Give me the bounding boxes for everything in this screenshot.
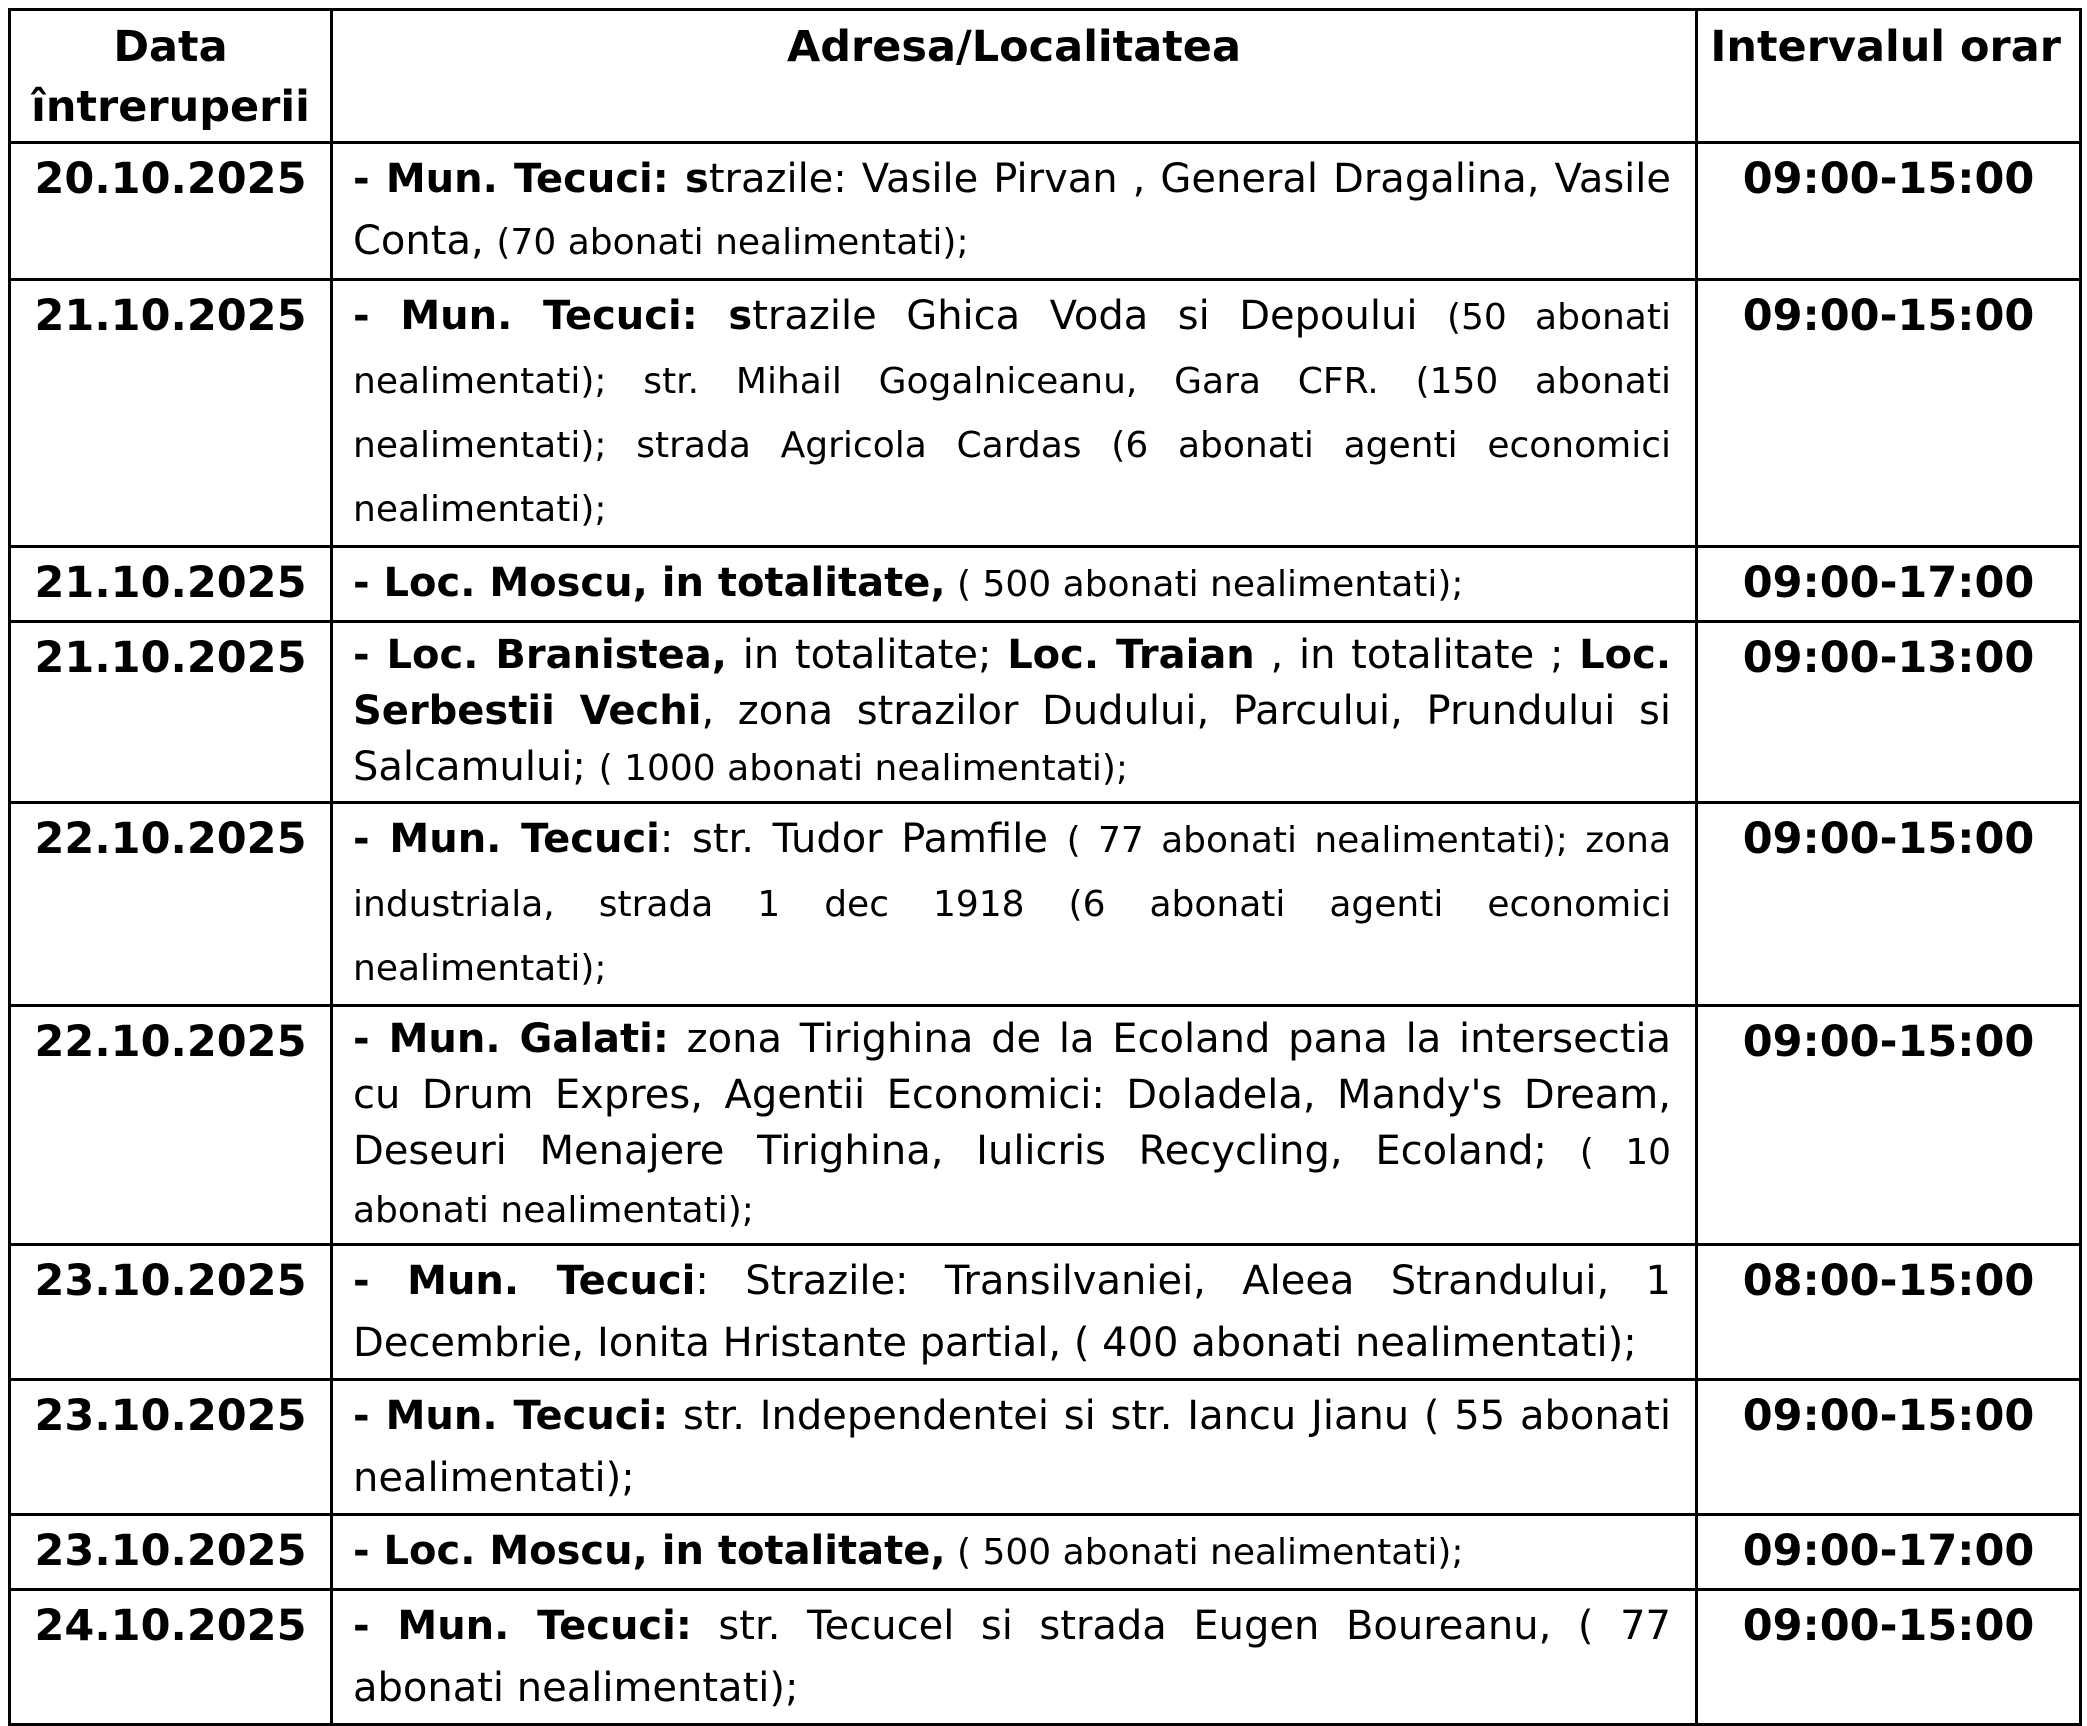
address-detail-text: ( 500 abonati nealimentati);	[945, 1532, 1464, 1573]
address-locality-text: - Mun. Tecuci: s	[353, 156, 709, 202]
row-interval: 09:00-15:00	[1697, 803, 2081, 1006]
row-address	[332, 1380, 1697, 1515]
row-date: 21.10.2025	[10, 622, 332, 803]
header-date-line2: întreruperii	[31, 82, 310, 132]
row-address	[332, 143, 1697, 280]
address-detail-text: trazile Ghica Voda si Depoului	[752, 293, 1447, 339]
address-detail-text: (50 abonati nealimentati); str. Mihail Gogalniceanu, Gara CFR. (150 abonati nealimentati); strada Agricola Cardas (6 abonati agenti economici nealimentati);	[353, 297, 1671, 530]
address-locality-text: Loc. Traian	[1007, 632, 1255, 678]
row-interval: 09:00-17:00	[1697, 547, 2081, 622]
address-detail-text: (70 abonati nealimentati);	[496, 222, 969, 263]
row-interval: 09:00-17:00	[1697, 1515, 2081, 1590]
table-row	[10, 1380, 2081, 1515]
address-detail-text: , zona strazilor Dudului, Parcului, Prundului si Salcamului;	[353, 688, 1672, 790]
address-detail-text: str. Tecucel si strada Eugen Boureanu, ( 77 abonati nealimentati);	[353, 1603, 1671, 1711]
row-date: 23.10.2025	[10, 1515, 332, 1590]
row-date: 21.10.2025	[10, 547, 332, 622]
address-detail-text: : str. Tudor Pamfile	[659, 816, 1067, 862]
row-date: 23.10.2025	[10, 1380, 332, 1515]
row-date: 23.10.2025	[10, 1245, 332, 1380]
row-address	[332, 1590, 1697, 1725]
address-detail-text: ( 77 abonati nealimentati); zona industriala, strada 1 dec 1918 (6 abonati agenti economici nealimentati);	[353, 820, 1672, 989]
table-header-row	[10, 10, 2081, 143]
address-locality-text: - Loc. Branistea,	[353, 632, 727, 678]
table-row	[10, 280, 2081, 547]
header-interval: Intervalul orar	[1697, 10, 2081, 143]
row-address	[332, 1006, 1697, 1245]
row-date: 21.10.2025	[10, 280, 332, 547]
table-row	[10, 1245, 2081, 1380]
row-address	[332, 1245, 1697, 1380]
row-interval: 09:00-15:00	[1697, 1380, 2081, 1515]
row-address	[332, 1515, 1697, 1590]
row-address	[332, 547, 1697, 622]
outage-schedule-table	[8, 8, 2082, 1726]
row-interval: 09:00-15:00	[1697, 280, 2081, 547]
header-date	[10, 10, 332, 143]
address-detail-text: : Strazile: Transilvaniei, Aleea Strandului, 1 Decembrie, Ionita Hristante partial, ( 400 abonati nealimentati);	[353, 1258, 1671, 1366]
address-detail-text: in totalitate;	[727, 632, 1008, 678]
address-locality-text: - Mun. Galati:	[353, 1016, 669, 1062]
address-detail-text: trazile: Vasile Pirvan , General Dragalina, Vasile Conta,	[353, 156, 1671, 264]
address-detail-text: ( 1000 abonati nealimentati);	[598, 748, 1129, 789]
row-date: 22.10.2025	[10, 1006, 332, 1245]
table-row	[10, 622, 2081, 803]
table-row	[10, 1515, 2081, 1590]
address-locality-text: - Mun. Tecuci: s	[353, 293, 753, 339]
address-locality-text: Loc. Serbestii Vechi	[353, 632, 1672, 734]
row-interval: 09:00-15:00	[1697, 143, 2081, 280]
address-locality-text: - Loc. Moscu, in totalitate,	[353, 560, 946, 606]
address-locality-text: - Mun. Tecuci	[353, 816, 660, 862]
address-detail-text: ( 10 abonati nealimentati);	[353, 1132, 1672, 1231]
table-row	[10, 803, 2081, 1006]
address-locality-text: - Mun. Tecuci:	[353, 1393, 669, 1439]
address-detail-text: ( 500 abonati nealimentati);	[945, 564, 1464, 605]
row-date: 22.10.2025	[10, 803, 332, 1006]
table-row	[10, 1006, 2081, 1245]
row-address	[332, 803, 1697, 1006]
outage-schedule-document	[8, 8, 2079, 1726]
address-detail-text: , in totalitate ;	[1254, 632, 1580, 678]
table-row	[10, 143, 2081, 280]
address-detail-text: str. Independentei si str. Iancu Jianu ( 55 abonati nealimentati);	[353, 1393, 1671, 1501]
address-detail-text: zona Tirighina de la Ecoland pana la intersectia cu Drum Expres, Agentii Economici: Doladela, Mandy's Dream, Deseuri Menajere Tirighina, Iulicris Recycling, Ecoland;	[353, 1016, 1672, 1174]
table-row	[10, 547, 2081, 622]
row-interval: 09:00-13:00	[1697, 622, 2081, 803]
address-locality-text: - Mun. Tecuci:	[353, 1603, 692, 1649]
row-address	[332, 622, 1697, 803]
address-locality-text: - Loc. Moscu, in totalitate,	[353, 1528, 946, 1574]
row-interval: 09:00-15:00	[1697, 1590, 2081, 1725]
row-date: 24.10.2025	[10, 1590, 332, 1725]
row-interval: 09:00-15:00	[1697, 1006, 2081, 1245]
row-date: 20.10.2025	[10, 143, 332, 280]
row-address	[332, 280, 1697, 547]
header-address: Adresa/Localitatea	[332, 10, 1697, 143]
address-locality-text: - Mun. Tecuci	[353, 1258, 696, 1304]
header-date-line1: Data	[113, 22, 228, 72]
row-interval: 08:00-15:00	[1697, 1245, 2081, 1380]
table-row	[10, 1590, 2081, 1725]
